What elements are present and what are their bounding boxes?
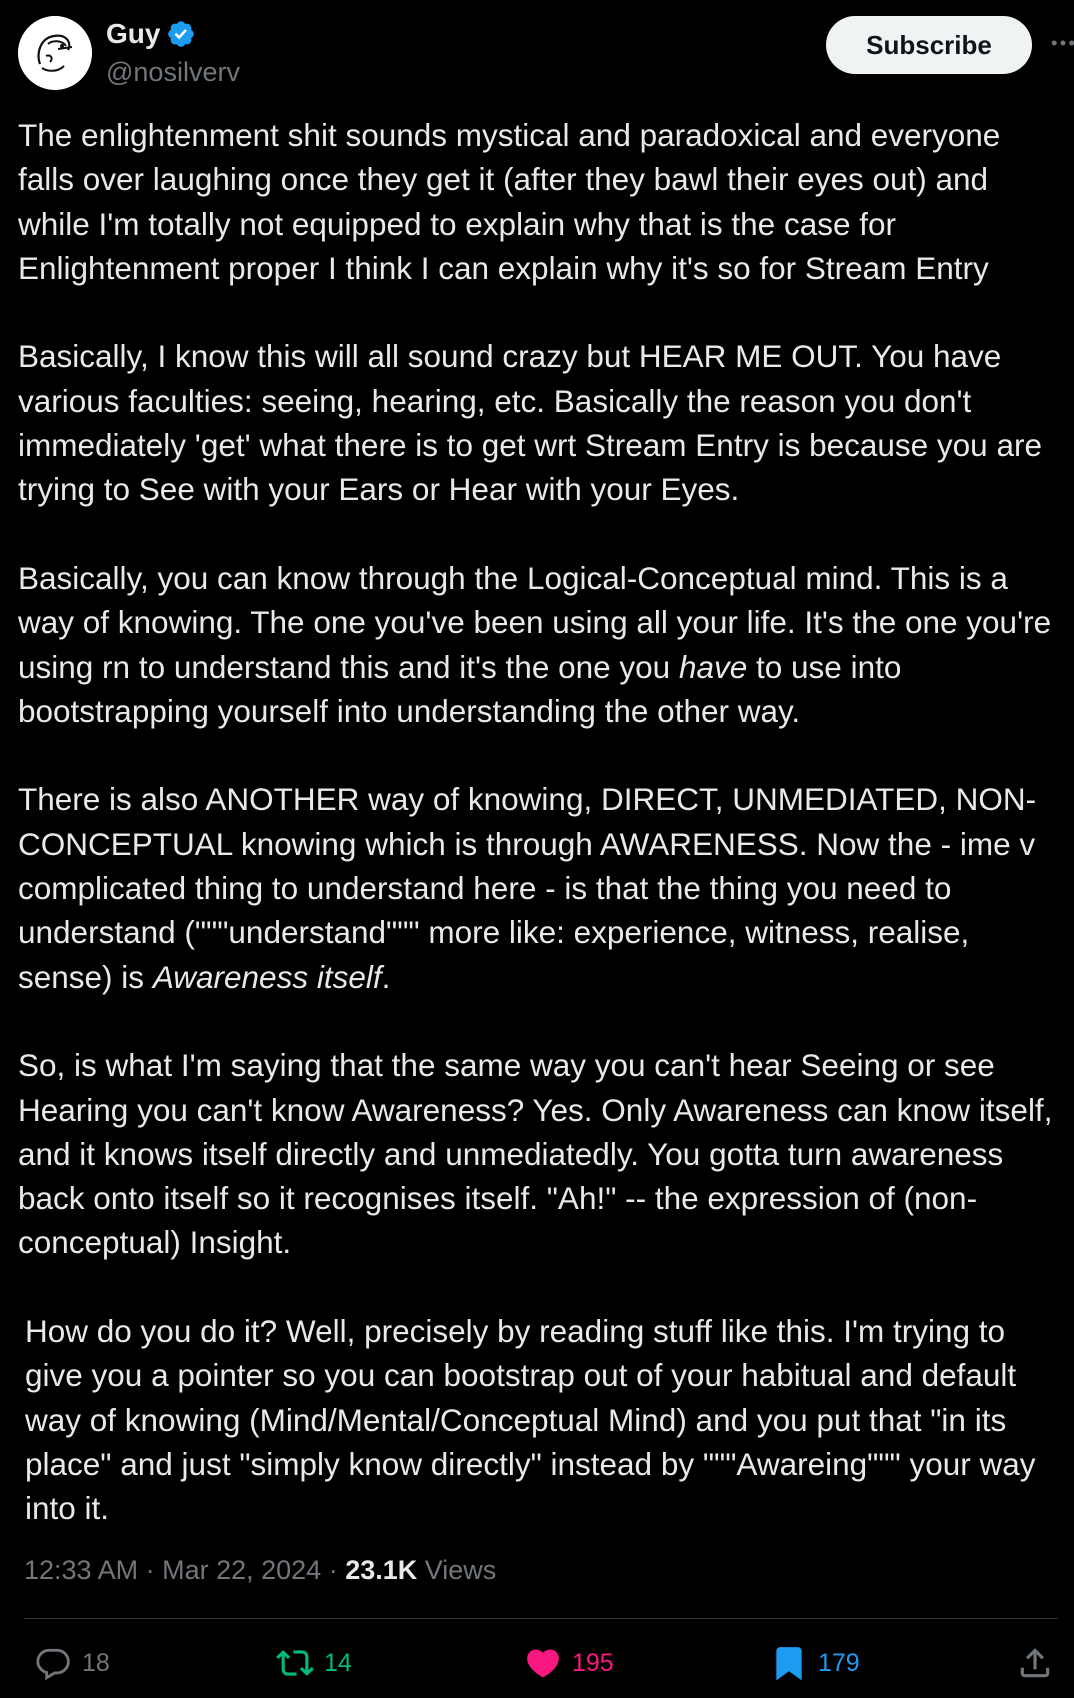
- tweet-actions: [0, 1640, 1074, 1690]
- tweet-paragraph-6: How do you do it? Well, precisely by reading stuff like this. I'm trying to give you a pointer so you can bootstrap out of your habitual and default way of knowing (Mind/Mental/Conceptual Mind) and you put that "in its place" and just "simply know directly" instead by """Awareing""" your way into it.: [25, 1313, 1045, 1527]
- tweet-paragraph-5: So, is what I'm saying that the same way you can't hear Seeing or see Hearing you can't know Awareness? Yes. Only Awareness can know itself, and it knows itself directly and unmediatedly. You gotta turn awareness back onto itself so it recognises itself. "Ah!" -- the expression of (non-conceptual) Insight.: [18, 1047, 1062, 1261]
- reply-icon: [34, 1644, 72, 1682]
- retweet-icon: [276, 1644, 314, 1682]
- heart-icon: [524, 1644, 562, 1682]
- tweet-paragraph-2: Basically, I know this will all sound crazy but HEAR ME OUT. You have various faculties: seeing, hearing, etc. Basically the reason you don't immediately 'get' what there is to get wrt Stream Entry is because you are trying to See with your Ears or Hear with your Eyes.: [18, 338, 1051, 508]
- meta-separator: ·: [321, 1555, 346, 1585]
- bookmark-count: 179: [818, 1648, 860, 1677]
- paragraph-3-text-end: to use into bootstrapping yourself into understanding the other way.: [18, 648, 911, 729]
- reply-count: 18: [82, 1648, 110, 1677]
- tweet-header: [18, 16, 1058, 92]
- like-count: 195: [572, 1648, 614, 1677]
- avatar[interactable]: [18, 16, 92, 90]
- retweet-count: 14: [324, 1648, 352, 1677]
- paragraph-4-emphasis: Awareness itself: [152, 958, 382, 995]
- paragraph-4-text-end: .: [381, 958, 391, 995]
- bookmark-icon: [770, 1644, 808, 1682]
- subscribe-button[interactable]: Subscribe: [826, 16, 1032, 74]
- paragraph-3-text-start: Basically, you can know through the Logical-Conceptual mind. This is a way of knowing. The one you've been using all your life. It's the one you're using rn to understand this and it's the one you: [18, 559, 1060, 685]
- divider: [24, 1618, 1058, 1619]
- tweet-paragraph-1: The enlightenment shit sounds mystical and paradoxical and everyone falls over laughing once they get it (after they bawl their eyes out) and while I'm totally not equipped to explain why that is the case for Enlightenment proper I think I can explain why it's so for Stream Entry: [18, 117, 1010, 286]
- meta-separator: ·: [138, 1555, 163, 1585]
- display-name[interactable]: Guy: [106, 18, 161, 49]
- views-label: Views: [417, 1555, 497, 1585]
- share-button[interactable]: [1016, 1640, 1054, 1686]
- views-count[interactable]: 23.1K: [345, 1555, 418, 1585]
- bookmark-button[interactable]: [770, 1640, 860, 1686]
- tweet-meta: [24, 1552, 496, 1588]
- retweet-button[interactable]: [276, 1640, 352, 1686]
- tweet-time[interactable]: 12:33 AM: [24, 1555, 139, 1585]
- avatar-sketch-icon: [18, 16, 92, 90]
- paragraph-3-emphasis: have: [678, 648, 748, 685]
- verified-badge-icon: [166, 19, 196, 49]
- tweet-text: [18, 113, 1062, 1531]
- paragraph-4-text-start: There is also ANOTHER way of knowing, DIRECT, UNMEDIATED, NON-CONCEPTUAL knowing which is through AWARENESS. Now the - ime v complicated thing to understand here - is that the thing you need to understand ("""understand""" more like: experience, witness, realise, sense) is: [18, 781, 1044, 995]
- author-handle[interactable]: @nosilverv: [106, 57, 240, 87]
- more-horizontal-icon[interactable]: [1048, 28, 1074, 58]
- share-icon: [1016, 1644, 1054, 1682]
- author-info[interactable]: [106, 16, 240, 90]
- tweet-paragraph-4: [18, 777, 1058, 998]
- like-button[interactable]: [524, 1640, 614, 1686]
- tweet-paragraph-3: [18, 556, 1058, 733]
- tweet-date[interactable]: Mar 22, 2024: [162, 1555, 322, 1585]
- reply-button[interactable]: [34, 1640, 110, 1686]
